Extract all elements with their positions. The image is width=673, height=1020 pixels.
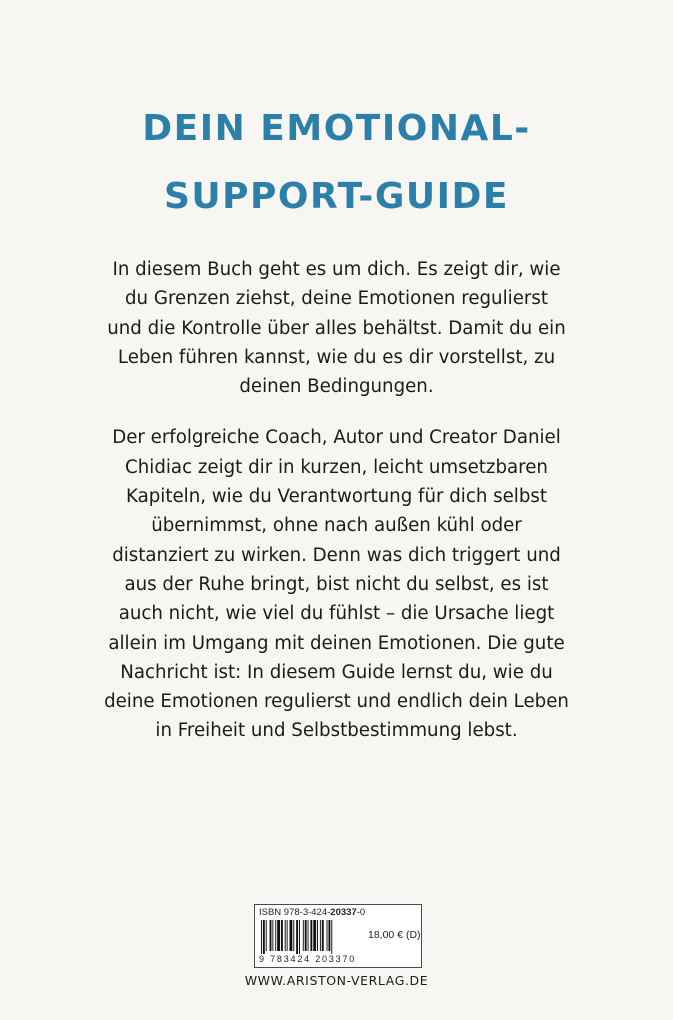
title-line-1: DEIN EMOTIONAL- bbox=[142, 108, 531, 149]
text-line: In diesem Buch geht es um dich. Es zeigt dir, wie bbox=[112, 259, 561, 280]
title-line-2: SUPPORT-GUIDE bbox=[164, 176, 509, 217]
publisher-website: WWW.ARISTON-VERLAG.DE bbox=[244, 973, 429, 988]
text-line: distanziert zu wirken. Denn was dich triggert und bbox=[112, 544, 561, 566]
text-line: deine Emotionen regulierst und endlich dein Leben bbox=[104, 691, 569, 713]
isbn-label bbox=[259, 907, 365, 918]
isbn-suffix: -0 bbox=[356, 907, 366, 918]
text-line: übernimmst, ohne nach außen kühl oder bbox=[151, 515, 522, 537]
paragraph-author bbox=[85, 423, 588, 745]
text-line: in Freiheit und Selbstbestimmung lebst. bbox=[155, 720, 518, 742]
text-line: deinen Bedingungen. bbox=[239, 376, 434, 398]
barcode-icon bbox=[261, 920, 361, 954]
blurb bbox=[85, 255, 588, 746]
text-line: und die Kontrolle über alles behältst. Damit du ein bbox=[107, 317, 566, 339]
book-title bbox=[0, 95, 673, 231]
text-line: Kapiteln, wie du Verantwortung für dich selbst bbox=[125, 486, 548, 508]
barcode-digits: 9 783424 203370 bbox=[259, 954, 357, 964]
text-line: aus der Ruhe bringt, bist nicht du selbst, es ist bbox=[124, 573, 549, 595]
isbn-prefix: ISBN 978-3-424- bbox=[259, 907, 331, 918]
barcode-box bbox=[254, 904, 422, 968]
text-line: Nachricht ist: In diesem Guide lernst du, wie du bbox=[120, 661, 553, 683]
paragraph-intro bbox=[85, 255, 588, 401]
price: 18,00 € (D) bbox=[368, 929, 421, 941]
text-line: allein im Umgang mit deinen Emotionen. Die gute bbox=[108, 632, 565, 654]
isbn-bold: 20337 bbox=[330, 907, 357, 918]
text-line: Der erfolgreiche Coach, Autor und Creator Daniel bbox=[112, 427, 561, 449]
text-line: Leben führen kannst, wie du es dir vorstellst, zu bbox=[117, 346, 556, 368]
text-line: auch nicht, wie viel du fühlst – die Ursache liegt bbox=[118, 603, 555, 625]
text-line: du Grenzen ziehst, deine Emotionen regulierst bbox=[125, 288, 548, 310]
text-line: Chidiac zeigt dir in kurzen, leicht umsetzbaren bbox=[125, 456, 548, 478]
